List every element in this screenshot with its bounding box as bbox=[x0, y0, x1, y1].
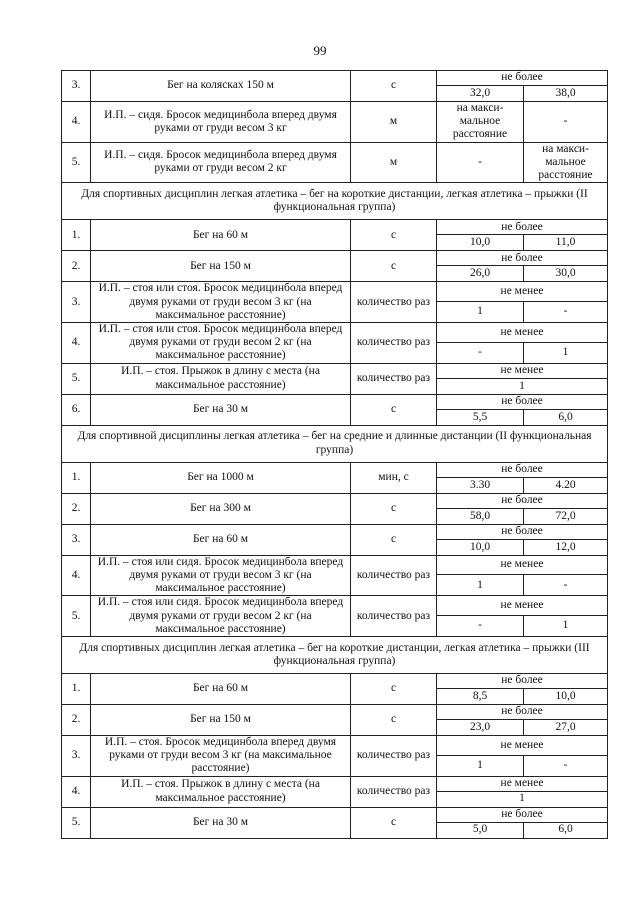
value-2: 11,0 bbox=[524, 235, 608, 251]
norm-header: не более bbox=[437, 220, 608, 235]
value-1: 5,5 bbox=[437, 409, 524, 425]
row-number: 1. bbox=[62, 462, 91, 493]
norm-header: не более bbox=[437, 673, 608, 688]
section-title: Для спортивных дисциплин легкая атлетика – бег на короткие дистанции, легкая атлетика – прыжки (III функциональная группа) bbox=[62, 636, 608, 673]
table-row bbox=[62, 363, 608, 378]
value-1: 1 bbox=[437, 755, 524, 776]
table-row bbox=[62, 462, 608, 477]
exercise-name: И.П. – стоя или стоя. Бросок медицинбола вперед двумя руками от груди весом 3 кг (на максимальное расстояние) bbox=[91, 282, 351, 323]
value-1: 8,5 bbox=[437, 688, 524, 704]
table-row bbox=[62, 596, 608, 616]
unit: с bbox=[351, 394, 437, 425]
value-2: 27,0 bbox=[524, 719, 608, 735]
exercise-name: И.П. – стоя или сидя. Бросок медицинбола вперед двумя руками от груди весом 2 кг (на максимальное расстояние) bbox=[91, 596, 351, 637]
norm-header: не более bbox=[437, 71, 608, 86]
norm-header: не менее bbox=[437, 282, 608, 302]
value-1: - bbox=[437, 615, 524, 636]
exercise-name: Бег на 150 м bbox=[91, 704, 351, 735]
table-row bbox=[62, 322, 608, 342]
value-1: на макси-мальное расстояние bbox=[437, 102, 524, 143]
exercise-name: Бег на 30 м bbox=[91, 394, 351, 425]
value-2: 1 bbox=[524, 342, 608, 363]
value-2: 1 bbox=[524, 615, 608, 636]
exercise-name: Бег на 60 м bbox=[91, 673, 351, 704]
unit: м bbox=[351, 142, 437, 183]
norm-header: не менее bbox=[437, 735, 608, 755]
value-1: 3.30 bbox=[437, 477, 524, 493]
value-2: на макси-мальное расстояние bbox=[524, 142, 608, 183]
norm-header: не менее bbox=[437, 363, 608, 378]
section-row bbox=[62, 425, 608, 462]
exercise-name: Бег на колясках 150 м bbox=[91, 71, 351, 102]
unit: с bbox=[351, 71, 437, 102]
row-number: 6. bbox=[62, 394, 91, 425]
unit: количество раз bbox=[351, 596, 437, 637]
row-number: 5. bbox=[62, 363, 91, 394]
exercise-name: И.П. – стоя или сидя. Бросок медицинбола вперед двумя руками от груди весом 3 кг (на максимальное расстояние) bbox=[91, 555, 351, 596]
value-2: 12,0 bbox=[524, 539, 608, 555]
norm-header: не более bbox=[437, 704, 608, 719]
value-1: 23,0 bbox=[437, 719, 524, 735]
value-2: 30,0 bbox=[524, 266, 608, 282]
unit: количество раз bbox=[351, 363, 437, 394]
unit: м bbox=[351, 102, 437, 143]
unit: с bbox=[351, 251, 437, 282]
value-2: - bbox=[524, 755, 608, 776]
row-number: 4. bbox=[62, 776, 91, 807]
row-number: 2. bbox=[62, 493, 91, 524]
row-number: 2. bbox=[62, 704, 91, 735]
row-number: 2. bbox=[62, 251, 91, 282]
norm-header: не более bbox=[437, 807, 608, 822]
exercise-name: Бег на 60 м bbox=[91, 524, 351, 555]
unit: с bbox=[351, 524, 437, 555]
table-row bbox=[62, 251, 608, 266]
row-number: 5. bbox=[62, 142, 91, 183]
exercise-name: И.П. – сидя. Бросок медицинбола вперед двумя руками от груди весом 2 кг bbox=[91, 142, 351, 183]
value-1: 10,0 bbox=[437, 235, 524, 251]
table-row bbox=[62, 102, 608, 143]
unit: с bbox=[351, 493, 437, 524]
value-1: 58,0 bbox=[437, 508, 524, 524]
exercise-name: И.П. – стоя. Бросок медицинбола вперед двумя руками от груди весом 3 кг (на максимальное расстояние) bbox=[91, 735, 351, 776]
exercise-name: Бег на 30 м bbox=[91, 807, 351, 838]
exercise-name: Бег на 1000 м bbox=[91, 462, 351, 493]
table-row bbox=[62, 524, 608, 539]
norm-header: не более bbox=[437, 524, 608, 539]
norm-header: не менее bbox=[437, 322, 608, 342]
row-number: 3. bbox=[62, 735, 91, 776]
exercise-name: Бег на 150 м bbox=[91, 251, 351, 282]
table-row bbox=[62, 807, 608, 822]
exercise-name: И.П. – сидя. Бросок медицинбола вперед двумя руками от груди весом 3 кг bbox=[91, 102, 351, 143]
value-1: 26,0 bbox=[437, 266, 524, 282]
row-number: 3. bbox=[62, 524, 91, 555]
table-row bbox=[62, 704, 608, 719]
norm-header: не более bbox=[437, 251, 608, 266]
exercise-name: И.П. – стоя или стоя. Бросок медицинбола вперед двумя руками от груди весом 2 кг (на максимальное расстояние) bbox=[91, 322, 351, 363]
norm-header: не более bbox=[437, 462, 608, 477]
table-row bbox=[62, 776, 608, 791]
table-row bbox=[62, 220, 608, 235]
page-number: 99 bbox=[313, 43, 327, 58]
table-row bbox=[62, 735, 608, 755]
value-2: - bbox=[524, 301, 608, 322]
section-title: Для спортивных дисциплин легкая атлетика – бег на короткие дистанции, легкая атлетика – прыжки (II функциональная группа) bbox=[62, 183, 608, 220]
norm-header: не менее bbox=[437, 776, 608, 791]
unit: мин, с bbox=[351, 462, 437, 493]
row-number: 1. bbox=[62, 673, 91, 704]
value-2: 6,0 bbox=[524, 409, 608, 425]
norm-header: не менее bbox=[437, 596, 608, 616]
table-row bbox=[62, 673, 608, 688]
value-1: 10,0 bbox=[437, 539, 524, 555]
standards-table bbox=[61, 70, 608, 839]
section-row bbox=[62, 636, 608, 673]
value-1: 1 bbox=[437, 301, 524, 322]
row-number: 4. bbox=[62, 102, 91, 143]
row-number: 1. bbox=[62, 220, 91, 251]
value-2: - bbox=[524, 102, 608, 143]
value-1: 5,0 bbox=[437, 822, 524, 838]
row-number: 5. bbox=[62, 807, 91, 838]
value-2: 72,0 bbox=[524, 508, 608, 524]
unit: количество раз bbox=[351, 282, 437, 323]
table-row bbox=[62, 142, 608, 183]
norm-header: не более bbox=[437, 493, 608, 508]
table-row bbox=[62, 555, 608, 575]
table-row bbox=[62, 493, 608, 508]
norm-header: не менее bbox=[437, 555, 608, 575]
unit: с bbox=[351, 807, 437, 838]
norm-header: не более bbox=[437, 394, 608, 409]
value: 1 bbox=[437, 378, 608, 394]
row-number: 3. bbox=[62, 71, 91, 102]
exercise-name: И.П. – стоя. Прыжок в длину с места (на максимальное расстояние) bbox=[91, 776, 351, 807]
unit: количество раз bbox=[351, 735, 437, 776]
unit: количество раз bbox=[351, 322, 437, 363]
unit: с bbox=[351, 220, 437, 251]
row-number: 5. bbox=[62, 596, 91, 637]
value-1: - bbox=[437, 142, 524, 183]
row-number: 4. bbox=[62, 322, 91, 363]
value-1: 1 bbox=[437, 575, 524, 596]
unit: количество раз bbox=[351, 555, 437, 596]
unit: количество раз bbox=[351, 776, 437, 807]
row-number: 4. bbox=[62, 555, 91, 596]
unit: с bbox=[351, 673, 437, 704]
value: 1 bbox=[437, 791, 608, 807]
exercise-name: И.П. – стоя. Прыжок в длину с места (на максимальное расстояние) bbox=[91, 363, 351, 394]
value-1: 32,0 bbox=[437, 86, 524, 102]
table-row bbox=[62, 394, 608, 409]
section-row bbox=[62, 183, 608, 220]
value-2: 4.20 bbox=[524, 477, 608, 493]
exercise-name: Бег на 300 м bbox=[91, 493, 351, 524]
table-row bbox=[62, 282, 608, 302]
value-1: - bbox=[437, 342, 524, 363]
row-number: 3. bbox=[62, 282, 91, 323]
table-row bbox=[62, 71, 608, 86]
value-2: - bbox=[524, 575, 608, 596]
exercise-name: Бег на 60 м bbox=[91, 220, 351, 251]
value-2: 10,0 bbox=[524, 688, 608, 704]
value-2: 6,0 bbox=[524, 822, 608, 838]
unit: с bbox=[351, 704, 437, 735]
value-2: 38,0 bbox=[524, 86, 608, 102]
section-title: Для спортивной дисциплины легкая атлетика – бег на средние и длинные дистанции (II функциональная группа) bbox=[62, 425, 608, 462]
